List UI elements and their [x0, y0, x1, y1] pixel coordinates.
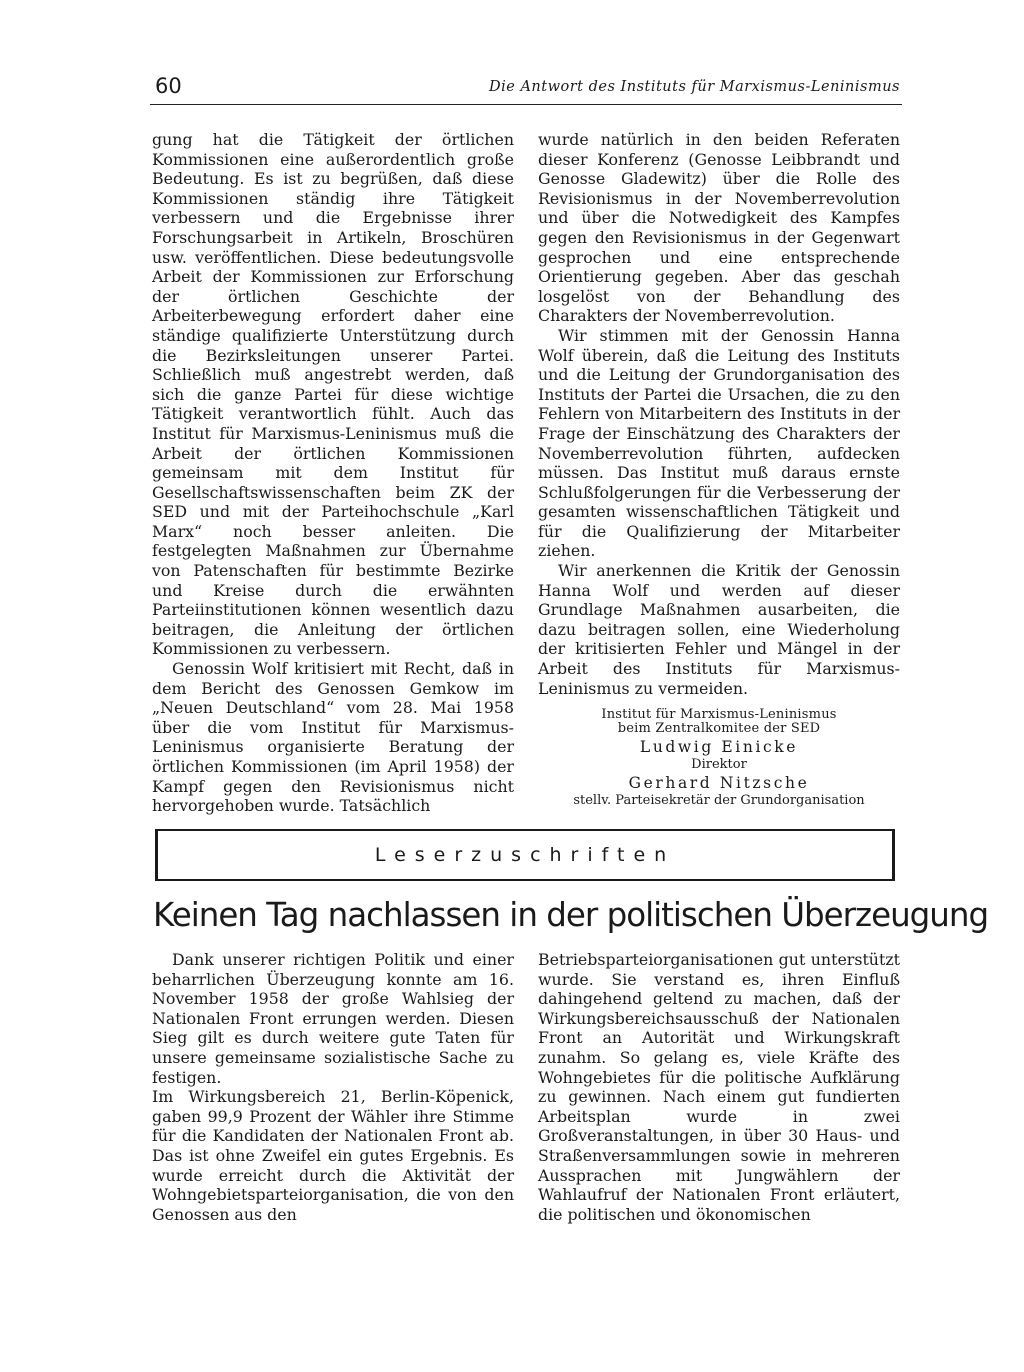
signature-name: Gerhard Nitzsche — [628, 774, 810, 793]
paragraph: Genossin Wolf kritisiert mit Recht, daß in dem Bericht des Genossen Gemkow im „Neuen Deutschland“ vom 28. Mai 1958 über die vom Institut für Marxismus-Leninismus organisierte Beratung der örtlichen Kommissionen (im April 1958) der Kampf gegen den Revisionismus nicht hervorgehoben wurde. Tatsächlich — [152, 659, 514, 816]
article-title: Keinen Tag nachlassen in der politischen Überzeugung — [153, 896, 989, 934]
left-column — [152, 130, 514, 816]
signature-role: Direktor — [691, 757, 747, 773]
signature-institution: beim Zentralkomitee der SED — [617, 721, 821, 737]
section-title: Leserzuschriften — [374, 844, 676, 866]
article-right-column — [538, 950, 900, 1224]
paragraph: Im Wirkungsbereich 21, Berlin-Köpenick, gaben 99,9 Prozent der Wähler ihre Stimme für die Kandidaten der Nationalen Front ab. Das ist ohne Zweifel ein gutes Ergebnis. Es wurde erreicht durch die Aktivität der Wohngebietsparteiorganisation, die von den Genossen aus den — [152, 1087, 514, 1224]
signature-block — [538, 708, 900, 808]
paragraph: Betriebsparteiorganisationen gut unterstützt wurde. Sie verstand es, ihren Einfluß dahingehend geltend zu machen, daß der Wirkungsbereichsausschuß der Nationalen Front an Autorität und Wirkungskraft zunahm. So gelang es, viele Kräfte des Wohngebietes für die politische Aufklärung zu gewinnen. Nach einem gut fundierten Arbeitsplan wurde in zwei Großveranstaltungen, in über 30 Haus- und Straßenversammlungen sowie in mehreren Aussprachen mit Jungwählern der Wahlaufruf der Nationalen Front erläutert, die politischen und ökonomischen — [538, 950, 900, 1224]
header-rule — [150, 104, 902, 105]
section-header-box — [155, 829, 895, 881]
page-number: 60 — [155, 74, 182, 98]
paragraph: Dank unserer richtigen Politik und einer beharrlichen Überzeugung konnte am 16. November 1958 der große Wahlsieg der Nationalen Front errungen werden. Diesen Sieg gilt es durch weitere gute Taten für unsere gemeinsame sozialistische Sache zu festigen. — [152, 950, 514, 1087]
paragraph: Wir anerkennen die Kritik der Genossin Hanna Wolf und werden auf dieser Grundlage Maßnahmen ausarbeiten, die dazu beitragen sollen, eine Wiederholung der kritisierten Fehler und Mängel in der Arbeit des Instituts für Marxismus-Leninismus zu vermeiden. — [538, 561, 900, 698]
paragraph: Wir stimmen mit der Genossin Hanna Wolf überein, daß die Leitung des Instituts und die Leitung der Grundorganisation des Instituts der Partei die Ursachen, die zu den Fehlern von Mitarbeitern des Instituts in der Frage der Einschätzung des Charakters der Novemberrevolution führten, aufdecken müssen. Das Institut muß daraus ernste Schlußfolgerungen für die Verbesserung der gesamten wissenschaftlichen Tätigkeit und für die Qualifizierung der Mitarbeiter ziehen. — [538, 325, 900, 561]
right-column — [538, 130, 900, 808]
page-header — [153, 74, 900, 104]
paragraph: gung hat die Tätigkeit der örtlichen Kommissionen eine außerordentlich große Bedeutung. Es ist zu begrüßen, daß diese Kommissionen ständig ihre Tätigkeit verbessern und die Ergebnisse ihrer Forschungsarbeit in Artikeln, Broschüren usw. veröffentlichen. Diese bedeutungsvolle Arbeit der Kommissionen zur Erforschung der örtlichen Geschichte der Arbeiterbewegung erfordert daher eine ständige qualifizierte Unterstützung durch die Bezirksleitungen unserer Partei. Schließlich muß angestrebt werden, daß sich die ganze Partei für diese wichtige Tätigkeit verantwortlich fühlt. Auch das Institut für Marxismus-Leninismus muß die Arbeit der örtlichen Kommissionen gemeinsam mit dem Institut für Gesellschaftswissenschaften beim ZK der SED und mit der Parteihochschule „Karl Marx“ noch besser anleiten. Die festgelegten Maßnahmen zur Übernahme von Patenschaften für bestimmte Bezirke und Kreise durch die erwähnten Parteiinstitutionen können wesentlich dazu beitragen, die Anleitung der örtlichen Kommissionen zu verbessern. — [152, 130, 514, 659]
signature-name: Ludwig Einicke — [639, 738, 799, 757]
running-title: Die Antwort des Instituts für Marxismus-Leninismus — [488, 79, 900, 95]
signature-role: stellv. Parteisekretär der Grundorganisation — [573, 793, 865, 809]
paragraph: wurde natürlich in den beiden Referaten dieser Konferenz (Genosse Leibbrandt und Genosse Gladewitz) über die Rolle des Revisionismus in der Novemberrevolution und über die Notwedigkeit des Kampfes gegen den Revisionismus in der Gegenwart gesprochen und eine entsprechende Orientierung gegeben. Aber das geschah losgelöst von der Behandlung des Charakters der Novemberrevolution. — [538, 130, 900, 326]
signature-institution: Institut für Marxismus-Leninismus — [601, 707, 837, 723]
article-left-column — [152, 950, 514, 1224]
